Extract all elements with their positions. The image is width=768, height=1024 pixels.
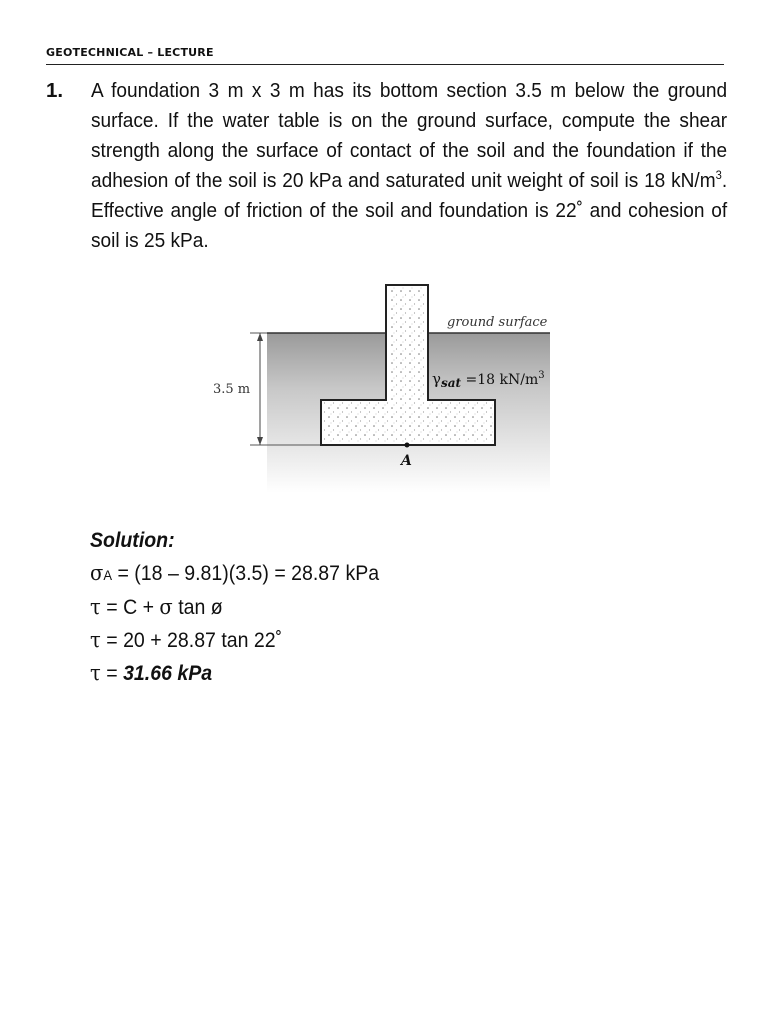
solution-line-2: [90, 591, 379, 624]
dim-arrow-down: [257, 437, 263, 445]
foundation-figure: [210, 280, 560, 495]
foundation-diagram: [210, 280, 560, 495]
solution-line-3: [90, 624, 379, 657]
line2-text-b: tan ø: [172, 596, 223, 619]
gamma-value: =18 kN/m: [461, 372, 539, 388]
dim-arrow-up: [257, 333, 263, 341]
line4-eq: =: [100, 662, 124, 685]
sigma-subscript: A: [103, 567, 113, 583]
problem-1: [46, 76, 728, 256]
line1-text: = (18 – 9.81)(3.5) = 28.87 kPa: [112, 562, 380, 585]
solution-title: Solution:: [90, 529, 175, 552]
line3-text: = 20 + 28.87 tan 22˚: [100, 629, 283, 652]
solution-block: [90, 525, 401, 690]
gamma-sup: 3: [538, 370, 545, 381]
sigma-symbol: σ: [90, 561, 104, 585]
problem-text-main: A foundation 3 m x 3 m has its bottom section 3.5 m below the ground surface. If the water table is on the ground surface, compute the shear strength along the surface of contact of the soil and the foundation if the adhesion of the soil is 20 kPa and saturated unit weight of soil is 18 kN/m: [91, 79, 728, 192]
tau-symbol-3: τ: [90, 628, 101, 652]
problem-text-end: . Effective angle of friction of the soil and foundation is 22˚ and cohesion of soil is 25 kPa.: [91, 169, 728, 252]
solution-line-1: [90, 557, 379, 591]
header-title: GEOTECHNICAL – LECTURE: [46, 46, 214, 59]
line2-text-a: = C +: [100, 596, 160, 619]
problem-number: 1.: [46, 79, 64, 102]
depth-label: 3.5 m: [213, 382, 251, 397]
tau-symbol-4: τ: [90, 661, 101, 685]
point-a-label: A: [401, 453, 412, 469]
gamma-sub: sat: [440, 376, 462, 390]
document-header: [46, 46, 724, 65]
tau-symbol: τ: [90, 595, 101, 619]
gamma-symbol: γ: [432, 370, 441, 388]
ground-surface-label: ground surface: [447, 315, 548, 330]
problem-statement: [91, 76, 727, 256]
solution-line-4: [90, 657, 379, 690]
sigma-symbol-2: σ: [159, 595, 173, 619]
point-a-marker: [405, 443, 410, 448]
final-result: 31.66 kPa: [123, 662, 213, 685]
problem-text-sup: 3: [715, 168, 722, 182]
